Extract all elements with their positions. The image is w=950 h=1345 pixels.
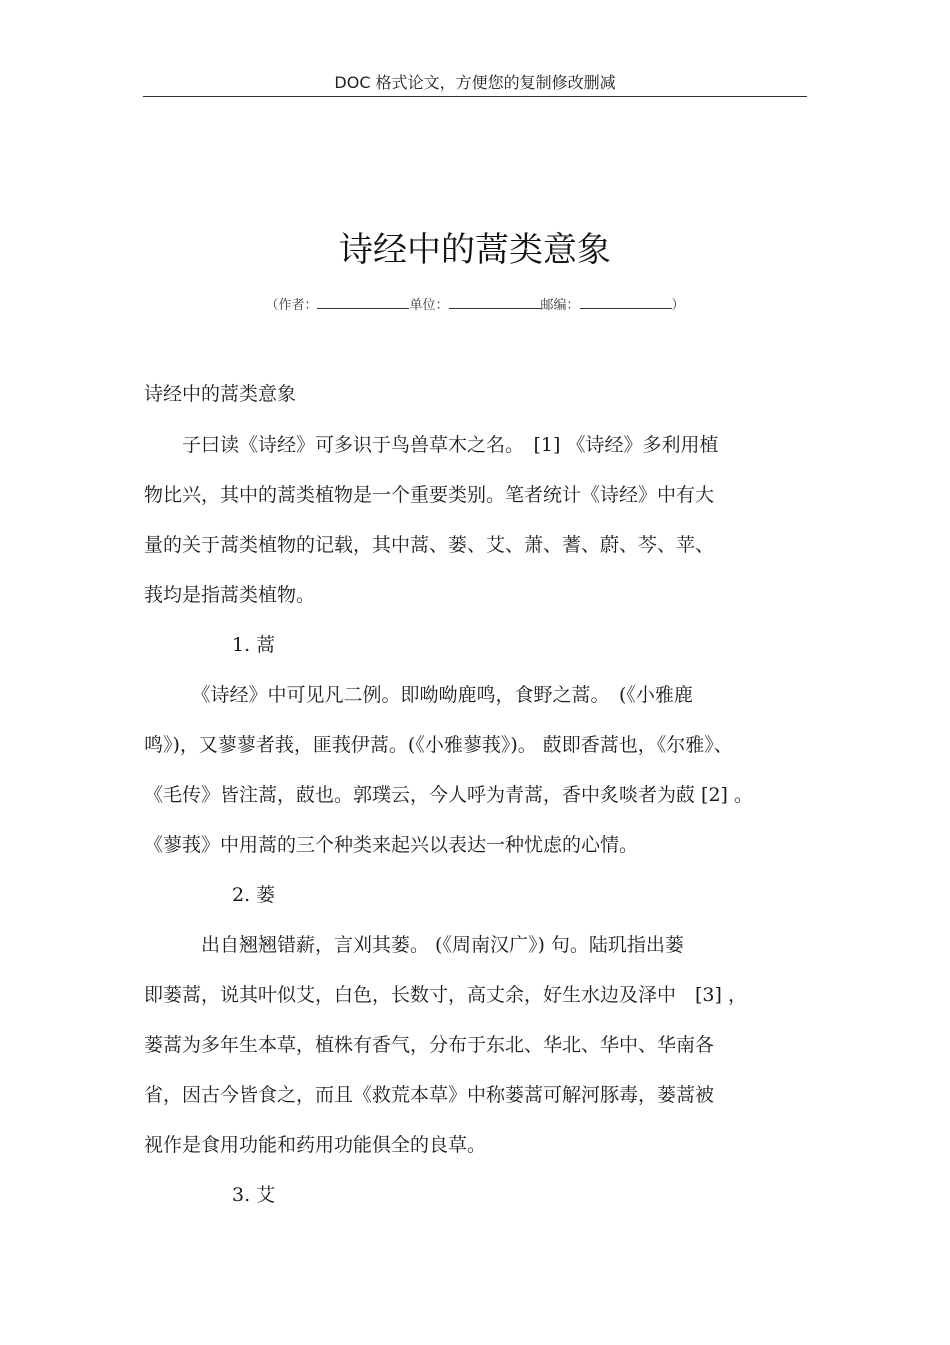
paragraph-line: 量的关于蒿类植物的记载，其中蒿、蒌、艾、萧、蓍、蔚、芩、苹、	[144, 534, 715, 556]
paragraph-line: 物比兴，其中的蒿类植物是一个重要类别。笔者统计《诗经》中有大	[144, 484, 715, 506]
paragraph-line: 子曰读《诗经》可多识于鸟兽草木之名。 [1] 《诗经》多利用植	[144, 434, 719, 456]
byline-author-label: （作者：	[265, 298, 318, 313]
document-title: 诗经中的蒿类意象	[339, 230, 611, 270]
byline-post-label: 邮编：	[540, 298, 580, 313]
paragraph-line: 《诗经》中可见凡二例。即呦呦鹿鸣，食野之蒿。 (《小雅鹿	[144, 684, 693, 706]
paragraph-line: 视作是食用功能和药用功能俱全的良草。	[144, 1134, 487, 1156]
paragraph-line: 省，因古今皆食之，而且《救荒本草》中称蒌蒿可解河豚毒，蒌蒿被	[144, 1084, 715, 1106]
heading-hao: 1. 蒿	[232, 634, 276, 656]
header-rule	[143, 96, 807, 97]
postcode-blank	[580, 296, 672, 309]
paragraph-line: 《蓼莪》中用蒿的三个种类来起兴以表达一种忧虑的心情。	[144, 834, 639, 856]
paragraph-line: 蒌蒿为多年生本草，植株有香气，分布于东北、华北、华中、华南各	[144, 1034, 715, 1056]
paragraph-line: 鸣》)，又蓼蓼者莪，匪莪伊蒿。(《小雅蓼莪》)。 菣即香蒿也，《尔雅》、	[144, 734, 733, 756]
byline-close: ）	[671, 298, 685, 313]
section-subtitle: 诗经中的蒿类意象	[144, 383, 297, 405]
paragraph-line: 即蒌蒿，说其叶似艾，白色，长数寸，高丈余，好生水边及泽中 [3] ，	[144, 984, 747, 1006]
heading-ai: 3. 艾	[232, 1184, 276, 1206]
paragraph-line: 《毛传》皆注蒿，菣也。郭璞云，今人呼为青蒿，香中炙啖者为菣 [2] 。	[144, 784, 753, 806]
heading-lou: 2. 蒌	[232, 884, 276, 906]
author-blank	[317, 296, 409, 309]
author-byline	[143, 294, 807, 313]
paragraph-line: 出自翘翘错薪，言刈其蒌。 (《周南汉广》) 句。陆玑指出蒌	[144, 934, 684, 956]
paragraph-line: 莪均是指蒿类植物。	[144, 584, 316, 606]
byline-unit-label: 单位：	[409, 298, 449, 313]
unit-blank	[449, 296, 541, 309]
page-header: DOC 格式论文，方便您的复制修改删减	[334, 73, 616, 92]
